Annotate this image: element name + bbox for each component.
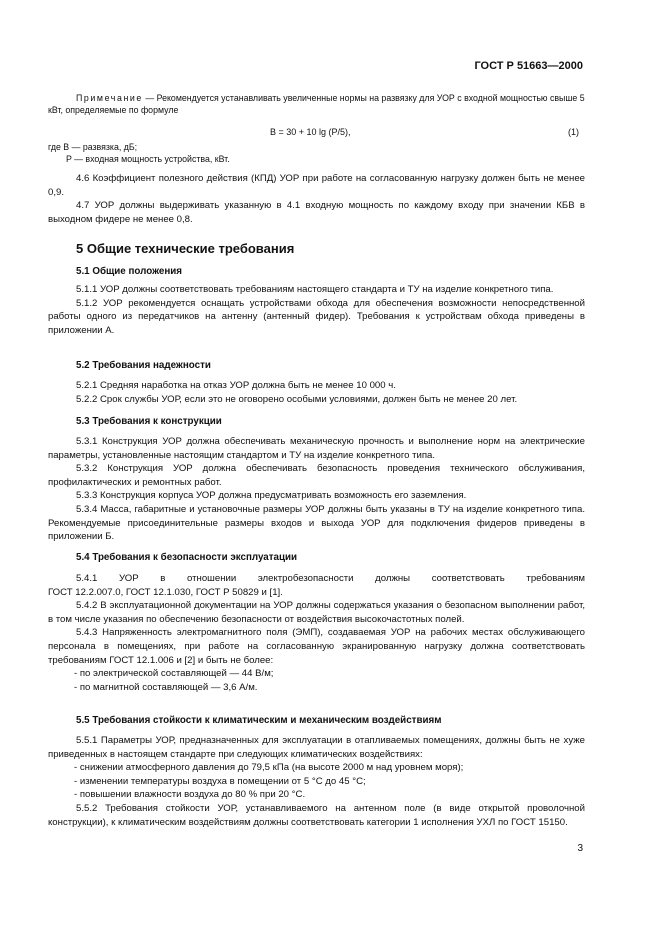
section-5-3-body xyxy=(48,435,585,544)
legend-line-b: где B — развязка, дБ; xyxy=(48,142,138,152)
clause-5-2-2: 5.2.2 Срок службы УОР, если это не оговорено особыми условиями, должен быть не менее 20 лет. xyxy=(76,393,518,405)
clause-5-5-2: 5.5.2 Требования стойкости УОР, устанавливаемого на антенном поле (в виде открытой проволочной конструкции), к климатическим воздействиям должны соответствовать категории 1 исполнения УХЛ по ГОСТ 15150. xyxy=(48,802,585,828)
section-5-5-title: 5.5 Требования стойкости к климатическим и механическим воздействиям xyxy=(76,715,442,726)
clause-5-4-1-line1: 5.4.1 УОР в отношении электробезопасности должны соответствовать требованиям xyxy=(76,573,585,584)
section-5-4-body xyxy=(48,572,585,694)
list-item-magnetic: - по магнитной составляющей — 3,6 А/м. xyxy=(74,681,258,693)
page-number: 3 xyxy=(577,843,583,854)
list-item-humidity: - повышении влажности воздуха до 80 % при 20 °С. xyxy=(74,789,306,801)
legend-line-p: P — входная мощность устройства, кВт. xyxy=(66,154,230,164)
clause-5-1-2: 5.1.2 УОР рекомендуется оснащать устройствами обхода для обеспечения возможности непосредственной работы одного из передатчиков на антенну (антенный фидер). Требования к устройствам обхода приведены в приложении А. xyxy=(48,297,585,336)
note-label: Примечание xyxy=(76,93,143,103)
list-item-temperature: - изменении температуры воздуха в помещении от 5 °С до 45 °С; xyxy=(74,775,366,787)
formula-legend xyxy=(48,141,230,165)
clause-5-2-1: 5.2.1 Средняя наработка на отказ УОР должна быть не менее 10 000 ч. xyxy=(76,380,396,391)
section-5-2-title: 5.2 Требования надежности xyxy=(76,360,211,371)
clause-5-4-1-line2: ГОСТ 12.2.007.0, ГОСТ 12.1.030, ГОСТ Р 50829 и [1]. xyxy=(48,586,283,598)
section-5-4-title: 5.4 Требования к безопасности эксплуатации xyxy=(76,552,298,563)
section-5-title: 5 Общие технические требования xyxy=(76,241,295,256)
formula-number: (1) xyxy=(568,127,579,137)
list-item-electric: - по электрической составляющей — 44 В/м; xyxy=(74,668,274,680)
note-text: — Рекомендуется устанавливать увеличенные нормы на развязку для УОР с входной мощностью свыше 5 кВт, определяемые по формуле xyxy=(48,93,585,115)
clause-5-1-1: 5.1.1 УОР должны соответствовать требованиям настоящего стандарта и ТУ на изделие конкретного типа. xyxy=(76,284,554,295)
clause-5-4-2: 5.4.2 В эксплуатационной документации на УОР должны содержаться указания о безопасном выполнении работ, в том числе указания по обеспечению безопасности от воздействия высокочастотных полей. xyxy=(48,600,585,625)
standard-code: ГОСТ Р 51663—2000 xyxy=(474,60,583,72)
clause-5-4-3: 5.4.3 Напряженность электромагнитного поля (ЭМП), создаваемая УОР на рабочих местах обслуживающего персонала в помещениях, при работе на согласованную экранированную нагрузку должна соответствовать требованиям ГОСТ 12.1.006 и [2] и быть не более: xyxy=(48,627,585,666)
section-5-5-body xyxy=(48,734,585,829)
clause-5-5-1: 5.5.1 Параметры УОР, предназначенных для эксплуатации в отапливаемых помещениях, должны быть не хуже приведенных в настоящем стандарте при следующих климатических воздействиях: xyxy=(48,735,585,760)
clause-5-3-4: 5.3.4 Масса, габаритные и установочные размеры УОР должны быть указаны в ТУ на изделие конкретного типа. Рекомендуемые присоединительные размеры входов и выхода УОР для подключения фидеров приведены в приложении Б. xyxy=(48,503,585,543)
clause-4-6: 4.6 Коэффициент полезного действия (КПД) УОР при работе на согласованную нагрузку должен быть не менее 0,9. xyxy=(48,173,585,198)
section-5-3-title: 5.3 Требования к конструкции xyxy=(76,416,222,427)
formula-expression: B = 30 + 10 lg (P/5), xyxy=(270,127,351,137)
clauses-4 xyxy=(48,172,585,226)
section-5-2-body xyxy=(48,379,585,406)
list-item-pressure: - снижении атмосферного давления до 79,5 кПа (на высоте 2000 м над уровнем моря); xyxy=(74,762,464,774)
clause-5-3-2: 5.3.2 Конструкция УОР должна обеспечивать безопасность проведения технического обслуживания, профилактических и ремонтных работ. xyxy=(48,463,585,488)
note xyxy=(48,92,585,116)
clause-4-7: 4.7 УОР должны выдерживать указанную в 4.1 входную мощность по каждому входу при значении КБВ в выходном фидере не менее 0,8. xyxy=(48,200,585,225)
clause-5-3-3: 5.3.3 Конструкция корпуса УОР должна предусматривать возможность его заземления. xyxy=(76,490,467,502)
section-5-1-title: 5.1 Общие положения xyxy=(76,266,183,277)
section-5-1-body xyxy=(48,283,585,337)
clause-5-3-1: 5.3.1 Конструкция УОР должна обеспечивать механическую прочность и выполнение норм на электрические параметры, установленные настоящим стандартом и ТУ на изделие конкретного типа. xyxy=(48,436,585,461)
